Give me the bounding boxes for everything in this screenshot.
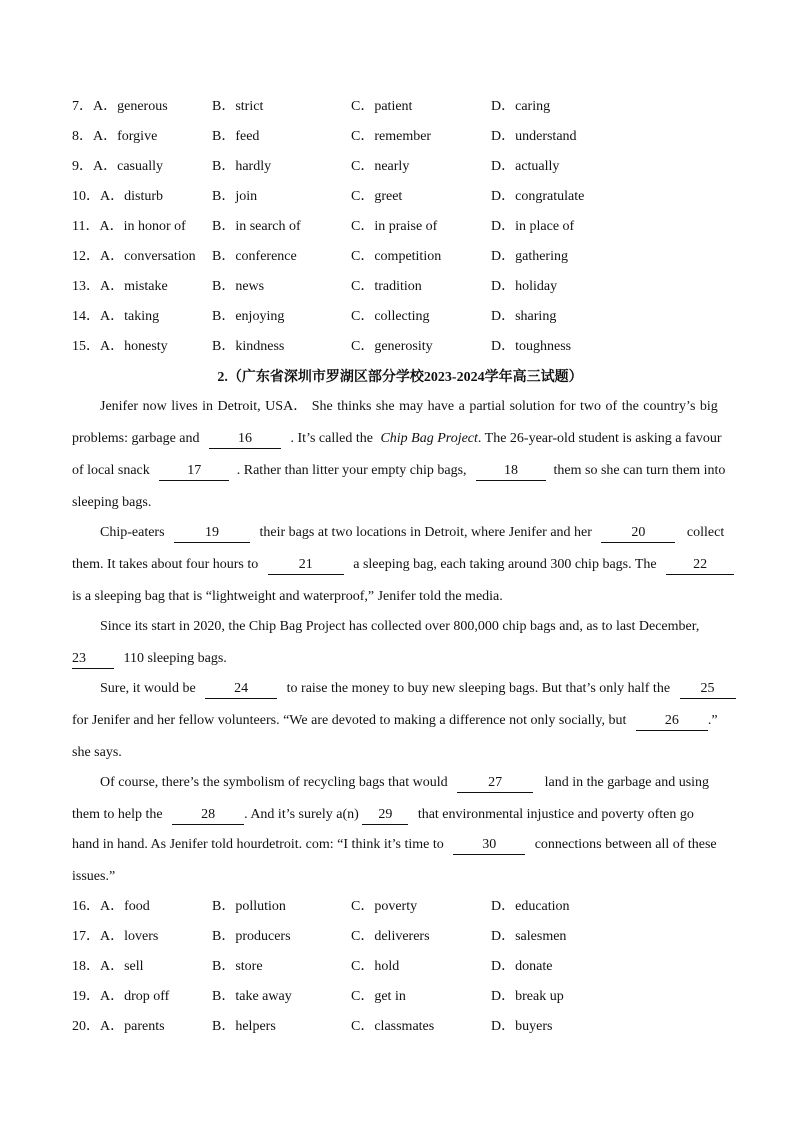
option-d: D．break up <box>491 989 564 1004</box>
option-a: 18．A．sell <box>72 959 144 974</box>
blank-20: 20 <box>601 524 675 543</box>
passage-text: is a sleeping bag that is “lightweight and waterproof,” Jenifer told the media. <box>72 589 503 604</box>
option-b: B．take away <box>212 989 292 1004</box>
passage-text: of local snack <box>72 463 150 478</box>
passage-line <box>72 805 694 825</box>
option-c: C．classmates <box>351 1019 435 1034</box>
passage-title-italic: Chip Bag Project <box>380 431 478 446</box>
passage-line <box>72 743 122 763</box>
blank-18: 18 <box>476 462 546 481</box>
option-c: C．patient <box>351 99 413 114</box>
option-d: D．sharing <box>491 309 557 324</box>
option-a: 11．A．in honor of <box>72 219 186 234</box>
passage-text: issues.” <box>72 869 116 884</box>
passage-text: Jenifer now lives in Detroit, USA． She thinks she may have a partial solution for two of the country’s big <box>100 399 718 414</box>
blank-22: 22 <box>666 556 734 575</box>
option-a: 13．A．mistake <box>72 279 168 294</box>
option-b: B．join <box>212 189 258 204</box>
passage-line <box>100 617 699 637</box>
passage-text: she says. <box>72 745 122 760</box>
option-c: C．nearly <box>351 159 410 174</box>
option-b: B．pollution <box>212 899 286 914</box>
option-a: 12．A．conversation <box>72 249 196 264</box>
passage-line <box>72 461 725 481</box>
blank-24: 24 <box>205 680 277 699</box>
option-b: B．news <box>212 279 265 294</box>
passage-text: . The 26-year-old student is asking a favour <box>477 431 722 446</box>
passage-line <box>72 835 717 855</box>
passage-text: their bags at two locations in Detroit, where Jenifer and her <box>259 525 592 540</box>
passage-line <box>100 523 724 543</box>
passage-line <box>72 711 718 731</box>
passage-line <box>100 679 736 699</box>
blank-23: 23 <box>72 650 114 669</box>
option-a: 17．A．lovers <box>72 929 159 944</box>
option-b: B．kindness <box>212 339 285 354</box>
passage-text: them so she can turn them into <box>553 463 726 478</box>
passage-text: them. It takes about four hours to <box>72 557 259 572</box>
passage-line <box>72 493 151 513</box>
passage-text: Sure, it would be <box>100 681 196 696</box>
option-c: C．competition <box>351 249 442 264</box>
option-b: B．feed <box>212 129 260 144</box>
option-a: 20．A．parents <box>72 1019 165 1034</box>
option-c: C．deliverers <box>351 929 430 944</box>
option-d: D．donate <box>491 959 553 974</box>
option-b: B．store <box>212 959 263 974</box>
option-c: C．get in <box>351 989 406 1004</box>
passage-line <box>72 555 734 575</box>
option-c: C．greet <box>351 189 403 204</box>
option-b: B．strict <box>212 99 264 114</box>
option-c: C．tradition <box>351 279 422 294</box>
option-b: B．helpers <box>212 1019 276 1034</box>
passage-text: them to help the <box>72 807 163 822</box>
blank-28: 28 <box>172 806 244 825</box>
passage-text: Chip-eaters <box>100 525 165 540</box>
option-a: 15．A．honesty <box>72 339 168 354</box>
blank-25: 25 <box>680 680 736 699</box>
passage-text: .” <box>707 713 718 728</box>
option-d: D．actually <box>491 159 560 174</box>
option-c: C．collecting <box>351 309 430 324</box>
option-c: C．generosity <box>351 339 433 354</box>
blank-16: 16 <box>209 430 281 449</box>
passage-line <box>72 867 115 887</box>
option-c: C．in praise of <box>351 219 438 234</box>
passage-text: collect <box>686 525 725 540</box>
passage-text: connections between all of these <box>534 837 717 852</box>
option-c: C．hold <box>351 959 400 974</box>
option-b: B．producers <box>212 929 291 944</box>
passage-text: problems: garbage and <box>72 431 200 446</box>
passage-text: . It’s called the <box>290 431 373 446</box>
option-a: 19．A．drop off <box>72 989 170 1004</box>
option-b: B．in search of <box>212 219 301 234</box>
passage-text: Of course, there’s the symbolism of recycling bags that would <box>100 775 448 790</box>
blank-19: 19 <box>174 524 250 543</box>
passage-line <box>100 397 728 417</box>
option-d: D．congratulate <box>491 189 585 204</box>
passage-text: Since its start in 2020, the Chip Bag Project has collected over 800,000 chip bags and, as to last December, <box>100 619 700 634</box>
blank-21: 21 <box>268 556 344 575</box>
option-a: 14．A．taking <box>72 309 160 324</box>
option-b: B．enjoying <box>212 309 285 324</box>
blank-30: 30 <box>453 836 525 855</box>
option-d: D．education <box>491 899 570 914</box>
passage-text: that environmental injustice and poverty often go <box>417 807 694 822</box>
option-d: D．gathering <box>491 249 568 264</box>
passage-text: land in the garbage and using <box>544 775 710 790</box>
option-d: D．caring <box>491 99 551 114</box>
passage-text: . And it’s surely a(n) <box>244 807 359 822</box>
blank-27: 27 <box>457 774 533 793</box>
passage-text: to raise the money to buy new sleeping bags. But that’s only half the <box>286 681 671 696</box>
option-b: B．hardly <box>212 159 272 174</box>
passage-line <box>72 587 503 607</box>
blank-17: 17 <box>159 462 229 481</box>
passage-text: for Jenifer and her fellow volunteers. “We are devoted to making a difference not only socially, but <box>72 713 627 728</box>
passage-line <box>100 773 709 793</box>
passage-text: a sleeping bag, each taking around 300 chip bags. The <box>353 557 657 572</box>
passage-text: . Rather than litter your empty chip bags, <box>236 463 467 478</box>
option-c: C．remember <box>351 129 432 144</box>
blank-29: 29 <box>362 806 408 825</box>
passage-line <box>72 649 227 669</box>
option-b: B．conference <box>212 249 297 264</box>
passage-text: hand in hand. As Jenifer told hourdetroit. com: “I think it’s time to <box>72 837 444 852</box>
option-d: D．toughness <box>491 339 572 354</box>
option-c: C．poverty <box>351 899 418 914</box>
option-a: 8．A．forgive <box>72 129 158 144</box>
option-d: D．holiday <box>491 279 558 294</box>
section-heading: 2.（广东省深圳市罗湖区部分学校2023-2024学年高三试题） <box>217 370 583 385</box>
passage <box>72 0 728 1132</box>
option-d: D．salesmen <box>491 929 567 944</box>
option-a: 7．A．generous <box>72 99 168 114</box>
blank-26: 26 <box>636 712 708 731</box>
passage-text: 110 sleeping bags. <box>123 651 227 666</box>
passage-line <box>72 429 722 449</box>
passage-text: sleeping bags. <box>72 495 152 510</box>
option-a: 16．A．food <box>72 899 150 914</box>
option-a: 9．A．casually <box>72 159 163 174</box>
option-d: D．in place of <box>491 219 575 234</box>
option-d: D．buyers <box>491 1019 553 1034</box>
option-a: 10．A．disturb <box>72 189 163 204</box>
option-d: D．understand <box>491 129 577 144</box>
